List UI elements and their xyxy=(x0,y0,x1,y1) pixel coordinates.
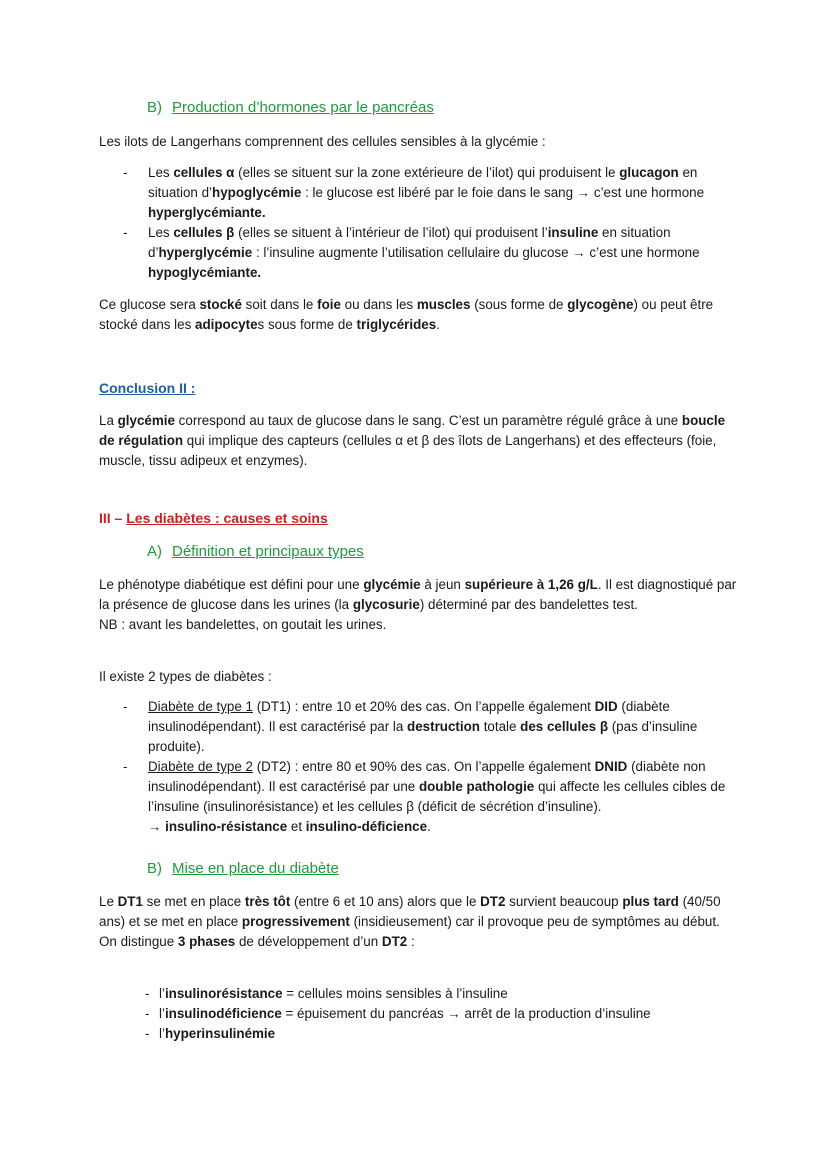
paragraph-langerhans: Les ilots de Langerhans comprennent des cellules sensibles à la glycémie : xyxy=(99,134,546,149)
section-heading-a-definition: A) Définition et principaux types xyxy=(147,543,364,560)
list-item-phase-1: - l’insulinorésistance = cellules moins sensibles à l’insuline xyxy=(145,986,508,1001)
paragraph-conclusion: La glycémie correspond au taux de glucose dans le sang. C’est un paramètre régulé grâce à une boucle de régulation qui implique des capteurs (cellules α et β des îlots de Langerhans) et des effecteurs (foie, muscle, tissu adipeux et enzymes). xyxy=(99,413,726,468)
nb-note: NB : avant les bandelettes, on goutait les urines. xyxy=(99,617,387,632)
list-item-phase-3: - l’hyperinsulinémie xyxy=(145,1026,276,1041)
section-heading-b-onset: B) Mise en place du diabète xyxy=(147,860,339,877)
section-heading-iii-diabetes: III – Les diabètes : causes et soins xyxy=(99,510,328,526)
diabetes-types-list xyxy=(99,697,739,837)
list-item-dt2: - Diabète de type 2 (DT2) : entre 80 et 90% des cas. On l’appelle également DNID (diabète non insulinodépendant). Il est caractérisé par une double pathologie qui affecte les cellules cibles de l’insuline (insulinorésistance) et les cellules β (déficit de sécrétion d’insuline). → insulino-résistance et insulino-déficience. xyxy=(123,759,726,834)
list-item-dt1: - Diabète de type 1 (DT1) : entre 10 et 20% des cas. On l’appelle également DID (diabète insulinodépendant). Il est caractérisé par la destruction totale des cellules β (pas d’insuline produite). xyxy=(123,699,698,754)
dt2-phases-list xyxy=(145,984,745,1044)
list-item-beta-cells: - Les cellules β (elles se situent à l’intérieur de l’ilot) qui produisent l’insuline en situation d’hyperglycémie : l’insuline augmente l’utilisation cellulaire du glucose → c’est une hormone hypoglycémiante. xyxy=(123,225,700,280)
paragraph-onset: Le DT1 se met en place très tôt (entre 6 et 10 ans) alors que le DT2 survient beaucoup plus tard (40/50 ans) et se met en place progressivement (insidieusement) car il provoque peu de symptômes au début. On distingue 3 phases de développement d’un DT2 : xyxy=(99,894,721,949)
conclusion-heading: Conclusion II : xyxy=(99,380,196,396)
paragraph-glucose-storage: Ce glucose sera stocké soit dans le foie ou dans les muscles (sous forme de glycogène) ou peut être stocké dans les adipocytes sous forme de triglycérides. xyxy=(99,297,714,332)
list-item-alpha-cells: - Les cellules α (elles se situent sur la zone extérieure de l’ilot) qui produisent le glucagon en situation d’hypoglycémie : le glucose est libéré par le foie dans le sang → c’est une hormone hyperglycémiante. xyxy=(123,165,705,220)
cell-types-list xyxy=(99,163,739,283)
list-item-phase-2: - l’insulinodéficience = épuisement du pancréas → arrêt de la production d’insuline xyxy=(145,1006,651,1021)
section-heading-b-hormones: B) Production d’hormones par le pancréas xyxy=(147,99,434,116)
paragraph-two-types: Il existe 2 types de diabètes : xyxy=(99,669,272,684)
paragraph-phenotype: Le phénotype diabétique est défini pour une glycémie à jeun supérieure à 1,26 g/L. Il est diagnostiqué par la présence de glucose dans les urines (la glycosurie) déterminé par des bandelettes test. NB : avant les bandelettes, on goutait les urines. xyxy=(99,577,737,632)
